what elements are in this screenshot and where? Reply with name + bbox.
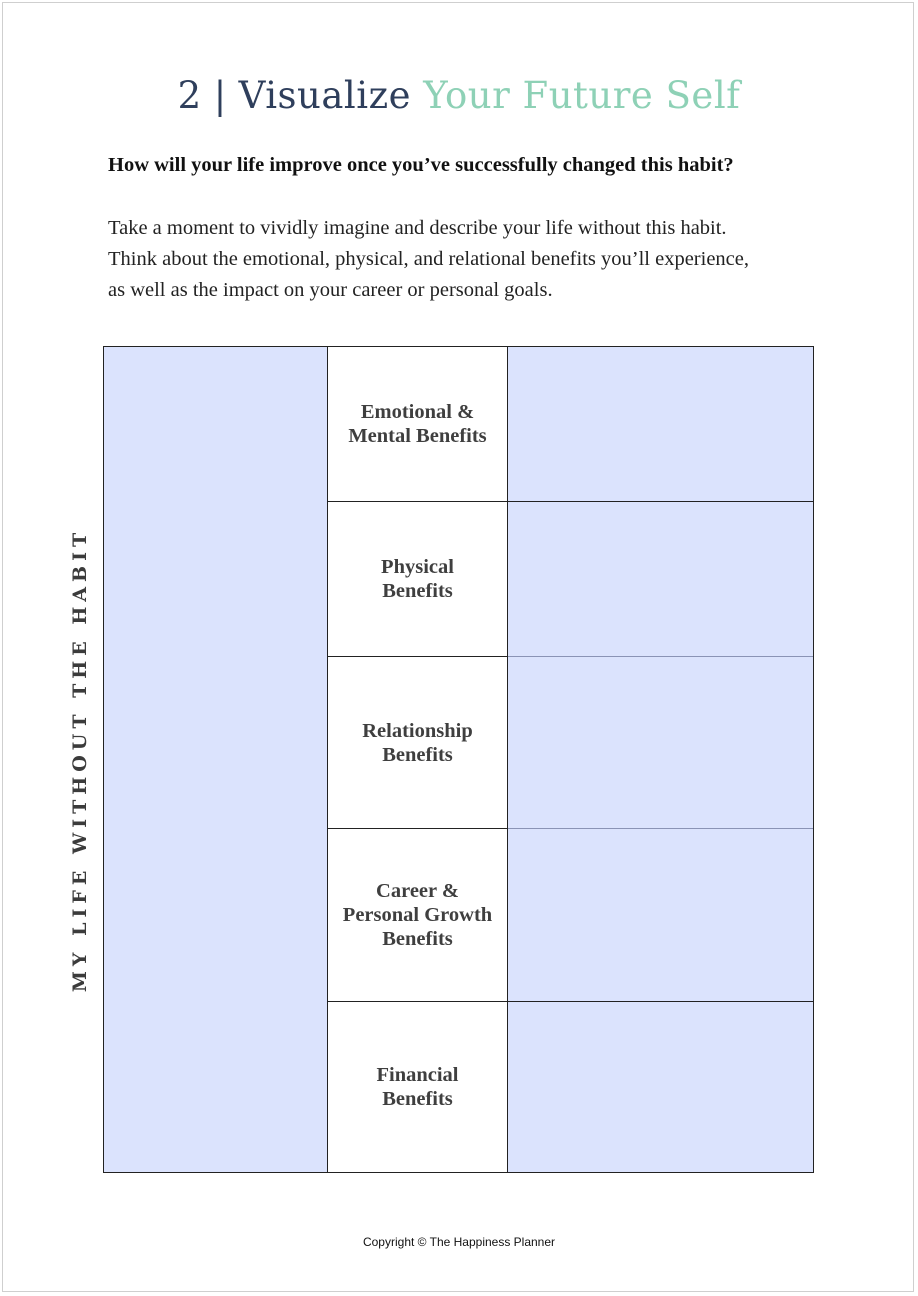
category-line: Physical [381, 556, 454, 578]
category-line: Benefits [382, 743, 453, 766]
category-line: Career & [376, 880, 459, 902]
category-line: Personal Growth [342, 904, 493, 926]
table-row-financial [328, 1002, 813, 1172]
category-line: Benefits [382, 580, 453, 602]
intro-line: Take a moment to vividly imagine and describe your life without this habit. [108, 217, 727, 239]
physical-benefits-field[interactable] [508, 502, 813, 656]
title-separator: | [213, 74, 227, 117]
page-title [0, 74, 918, 117]
category-label-financial [328, 1002, 508, 1172]
side-label: MY LIFE WITHOUT THE HABIT [69, 527, 91, 993]
table-row-career [328, 829, 813, 1001]
category-label-relationship [328, 657, 508, 828]
category-line: Emotional & [360, 401, 475, 423]
category-line: Mental Benefits [348, 425, 487, 447]
category-label-emotional [328, 347, 508, 501]
category-line: Relationship [362, 719, 473, 742]
question-heading: How will your life improve once you’ve successfully changed this habit? [108, 154, 734, 176]
table-row-physical [328, 502, 813, 656]
relationship-benefits-field[interactable] [508, 657, 813, 828]
copyright-footer: Copyright © The Happiness Planner [362, 1235, 556, 1249]
benefits-table [103, 346, 814, 1173]
title-part-2: Your Future Self [423, 74, 741, 117]
career-benefits-field[interactable] [508, 829, 813, 1001]
category-line: Benefits [382, 1088, 453, 1110]
title-part-1: Visualize [238, 74, 411, 117]
table-row-emotional [328, 347, 813, 501]
category-label-career [328, 829, 508, 1001]
life-without-habit-field[interactable] [104, 347, 328, 1172]
category-line: Benefits [382, 928, 453, 950]
intro-line: as well as the impact on your career or personal goals. [108, 279, 553, 301]
section-number: 2 [177, 74, 202, 117]
table-row-relationship [328, 657, 813, 828]
intro-paragraph [108, 213, 828, 306]
category-line: Financial [376, 1064, 459, 1086]
category-label-physical [328, 502, 508, 656]
emotional-benefits-field[interactable] [508, 347, 813, 501]
intro-line: Think about the emotional, physical, and relational benefits you’ll experience, [108, 248, 749, 270]
financial-benefits-field[interactable] [508, 1002, 813, 1172]
